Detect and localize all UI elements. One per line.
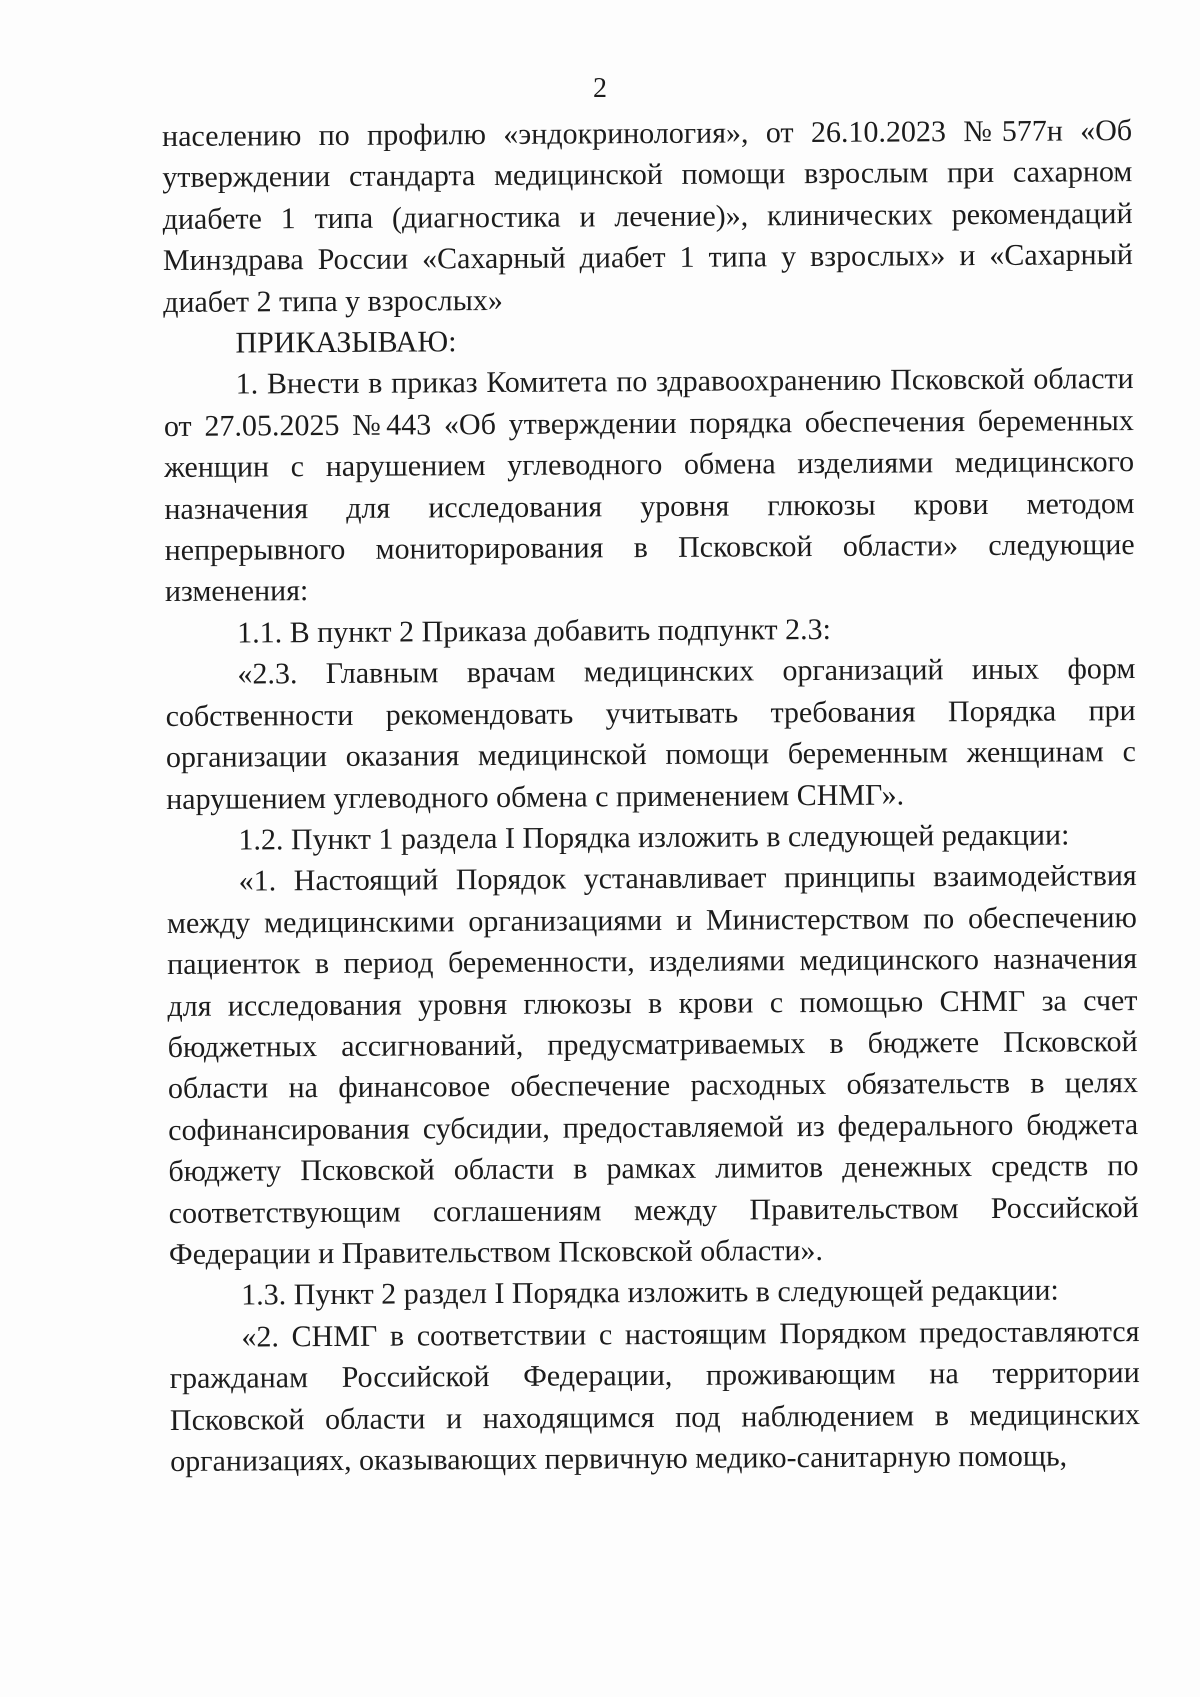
paragraph-item-1-1: 1.1. В пункт 2 Приказа добавить подпункт 2.3: [237,612,832,650]
paragraph-item-1-2: 1.2. Пункт 1 раздела I Порядка изложить в следующей редакции: [238,818,1070,857]
document-body [162,110,1140,1482]
order-heading: ПРИКАЗЫВАЮ: [235,325,457,360]
paragraph-continuation: населению по профилю «эндокринология», от 26.10.2023 №577н «Об утверждении стандарта медицинской помощи взрослым при сахарном диабете 1 типа (диагностика и лечение)», клинических рекомендаций Минздрава России «Сахарный диабет 1 типа у взрослых» и «Сахарный диабет 2 типа у взрослых» [162,114,1133,319]
paragraph-item-1-3: 1.3. Пункт 2 раздел I Порядка изложить в следующей редакции: [241,1273,1059,1312]
paragraph-quote-1: «1. Настоящий Порядок устанавливает принципы взаимодействия между медицинскими организациями и Министерством по обеспечению пациенток в период беременности, изделиями медицинского назначения для исследования уровня глюкозы в крови с помощью СНМГ за счет бюджетных ассигнований, предусматриваемых в бюджете Псковской области на финансовое обеспечение расходных обязательств в целях софинансирования субсидии, предоставляемой из федерального бюджета бюджету Псковской области в рамках лимитов денежных средств по соответствующим соглашениям между Правительством Российской Федерации и Правительством Псковской области». [166,859,1139,1271]
page-number: 2 [593,73,607,104]
paragraph-item-1: 1. Внести в приказ Комитета по здравоохранению Псковской области от 27.05.2025 №443 «Об утверждении порядка обеспечения беременных женщин с нарушением углеводного обмена изделиями медицинского назначения для исследования уровня глюкозы крови методом непрерывного мониторирования в Псковской области» следующие изменения: [163,362,1135,609]
paragraph-quote-2: «2. СНМГ в соответствии с настоящим Порядком предоставляются гражданам Российской Федерации, проживающим на территории Псковской области и находящимся под наблюдением в медицинских организациях, оказывающих первичную медико-санитарную помощь, [169,1314,1141,1478]
paragraph-quote-2-3: «2.3. Главным врачам медицинских организаций иных форм собственности рекомендовать учитывать требования Порядка при организации оказания медицинской помощи беременным женщинам с нарушением углеводного обмена с применением СНМГ». [165,652,1137,816]
